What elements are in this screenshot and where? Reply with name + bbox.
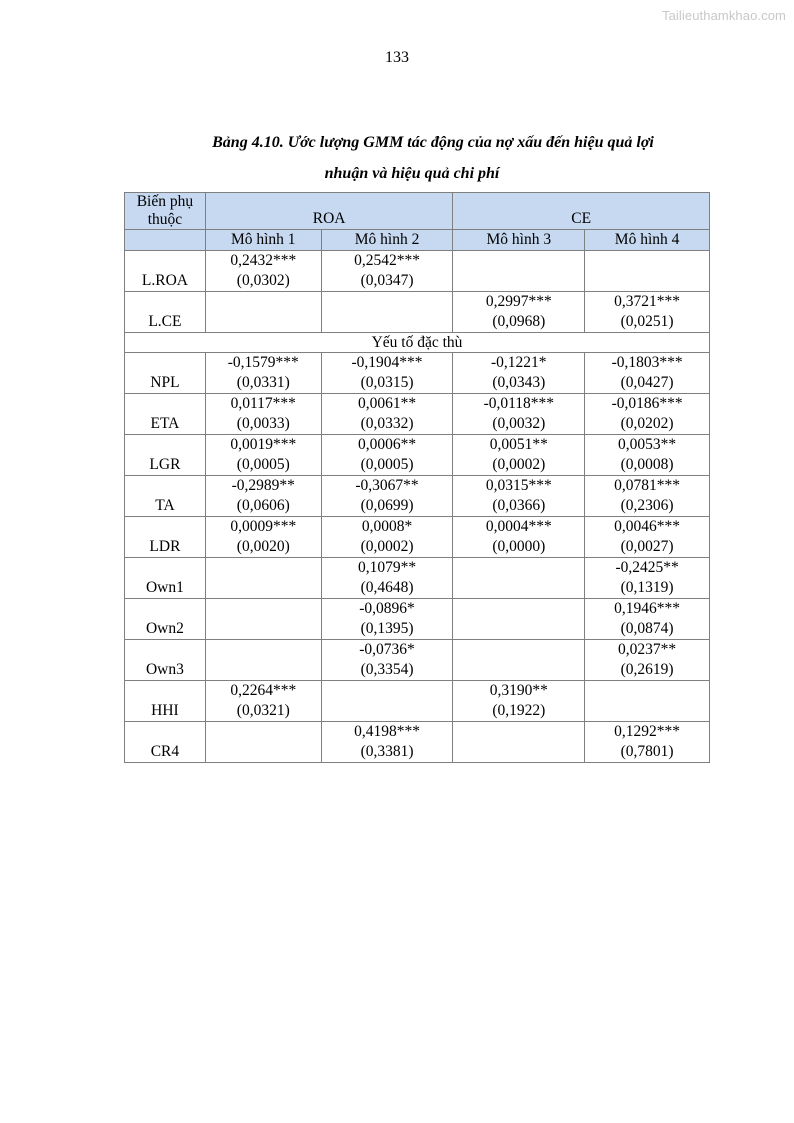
- standard-error: [206, 660, 321, 680]
- coefficient: -0,1904***: [351, 354, 423, 371]
- standard-error: [585, 271, 709, 291]
- standard-error: (0,3354): [360, 661, 414, 678]
- header-row-groups: [125, 193, 710, 230]
- estimate-cell: [321, 292, 453, 333]
- table-row: [125, 476, 710, 517]
- coefficient: [453, 558, 584, 578]
- estimate-cell: [321, 681, 453, 722]
- row-label: LGR: [125, 435, 206, 476]
- coefficient: 0,0008*: [361, 518, 413, 535]
- coefficient: [206, 599, 321, 619]
- standard-error: (0,0002): [360, 538, 414, 555]
- estimate-cell: [453, 476, 585, 517]
- estimate-cell: [453, 517, 585, 558]
- standard-error: [206, 312, 321, 332]
- standard-error: [453, 660, 584, 680]
- coefficient: -0,2425**: [615, 559, 679, 576]
- estimate-cell: [205, 599, 321, 640]
- estimate-cell: [453, 722, 585, 763]
- coefficient: [585, 251, 709, 271]
- page-number: 133: [385, 49, 409, 66]
- row-label: NPL: [125, 353, 206, 394]
- estimate-cell: [585, 722, 710, 763]
- estimate-cell: [453, 599, 585, 640]
- estimate-cell: [453, 681, 585, 722]
- row-label: Own1: [125, 558, 206, 599]
- standard-error: [206, 742, 321, 762]
- estimate-cell: [321, 435, 453, 476]
- estimate-cell: [585, 599, 710, 640]
- estimate-cell: [321, 394, 453, 435]
- coefficient: -0,2989**: [231, 477, 295, 494]
- standard-error: [453, 271, 584, 291]
- estimate-cell: [321, 476, 453, 517]
- standard-error: (0,0202): [620, 415, 674, 432]
- table-caption-line-1: Bảng 4.10. Ước lượng GMM tác động của nợ xấu đến hiệu quả lợi: [212, 134, 654, 151]
- estimate-cell: [205, 640, 321, 681]
- row-label: CR4: [125, 722, 206, 763]
- coefficient: [322, 681, 453, 701]
- table-row: [125, 292, 710, 333]
- table-row: [125, 640, 710, 681]
- estimate-cell: [205, 476, 321, 517]
- table-row: [125, 558, 710, 599]
- coefficient: 0,0053**: [618, 436, 677, 453]
- standard-error: (0,4648): [360, 579, 414, 596]
- coefficient: 0,0781***: [614, 477, 681, 494]
- coefficient: 0,0237**: [618, 641, 677, 658]
- estimate-cell: [205, 517, 321, 558]
- coefficient: 0,4198***: [354, 723, 420, 740]
- estimate-cell: [453, 353, 585, 394]
- row-label: LDR: [125, 517, 206, 558]
- coefficient: [453, 640, 584, 660]
- standard-error: (0,1922): [492, 702, 546, 719]
- coefficient: 0,2997***: [485, 293, 552, 310]
- model-header-3: Mô hình 3: [453, 230, 585, 251]
- estimate-cell: [453, 435, 585, 476]
- watermark: Tailieuthamkhao.com: [661, 8, 786, 23]
- estimate-cell: [205, 394, 321, 435]
- coefficient: -0,0896*: [359, 600, 415, 617]
- model-header-1: Mô hình 1: [205, 230, 321, 251]
- standard-error: (0,0606): [236, 497, 290, 514]
- estimate-cell: [205, 353, 321, 394]
- coefficient: [206, 722, 321, 742]
- row-label: Own3: [125, 640, 206, 681]
- coefficient: 0,0046***: [614, 518, 681, 535]
- empty-header-cell: [125, 230, 206, 251]
- standard-error: (0,0321): [236, 702, 290, 719]
- standard-error: (0,2619): [620, 661, 674, 678]
- row-label: L.CE: [125, 292, 206, 333]
- coefficient: 0,2542***: [354, 252, 420, 269]
- table-row: [125, 435, 710, 476]
- estimate-cell: [585, 681, 710, 722]
- standard-error: [453, 742, 584, 762]
- coefficient: 0,3721***: [614, 293, 681, 310]
- row-label: HHI: [125, 681, 206, 722]
- table-row: [125, 517, 710, 558]
- estimate-cell: [321, 640, 453, 681]
- coefficient: 0,0051**: [489, 436, 548, 453]
- coefficient: 0,0061**: [357, 395, 417, 412]
- section-label: Yếu tố đặc thù: [125, 333, 710, 353]
- coefficient: [206, 292, 321, 312]
- standard-error: (0,3381): [360, 743, 414, 760]
- estimate-cell: [321, 558, 453, 599]
- estimate-cell: [585, 353, 710, 394]
- estimate-cell: [453, 558, 585, 599]
- estimate-cell: [585, 517, 710, 558]
- coefficient: 0,0009***: [230, 518, 297, 535]
- standard-error: (0,0302): [236, 272, 290, 289]
- coefficient: 0,2432***: [230, 252, 297, 269]
- estimate-cell: [205, 681, 321, 722]
- estimate-cell: [585, 394, 710, 435]
- standard-error: (0,0032): [492, 415, 546, 432]
- standard-error: (0,0005): [360, 456, 414, 473]
- coefficient: [322, 292, 453, 312]
- row-label: L.ROA: [125, 251, 206, 292]
- coefficient: 0,0117***: [230, 395, 296, 412]
- coefficient: [453, 251, 584, 271]
- standard-error: (0,0699): [360, 497, 414, 514]
- model-header-4: Mô hình 4: [585, 230, 710, 251]
- estimate-cell: [321, 599, 453, 640]
- row-label: TA: [125, 476, 206, 517]
- coefficient: 0,1946***: [614, 600, 681, 617]
- estimate-cell: [205, 722, 321, 763]
- coefficient: -0,0118***: [483, 395, 555, 412]
- coefficient: -0,0186***: [611, 395, 683, 412]
- standard-error: [585, 701, 709, 721]
- coefficient: [453, 722, 584, 742]
- standard-error: (0,0343): [492, 374, 546, 391]
- group-header-roa: ROA: [205, 193, 453, 230]
- standard-error: (0,0033): [236, 415, 290, 432]
- standard-error: (0,0968): [492, 313, 546, 330]
- estimate-cell: [321, 722, 453, 763]
- standard-error: [453, 619, 584, 639]
- table-row: [125, 394, 710, 435]
- coefficient: [206, 558, 321, 578]
- dependent-variable-header: Biến phụ thuộc: [125, 193, 206, 230]
- estimate-cell: [321, 251, 453, 292]
- coefficient: 0,0019***: [230, 436, 297, 453]
- table-caption-line-2: nhuận và hiệu quả chi phí: [324, 165, 500, 182]
- standard-error: [453, 578, 584, 598]
- standard-error: [206, 578, 321, 598]
- table-row: [125, 599, 710, 640]
- standard-error: (0,0332): [360, 415, 414, 432]
- standard-error: (0,0020): [236, 538, 290, 555]
- model-header-2: Mô hình 2: [321, 230, 453, 251]
- coefficient: [206, 640, 321, 660]
- coefficient: -0,0736*: [359, 641, 415, 658]
- standard-error: (0,0005): [236, 456, 290, 473]
- coefficient: 0,2264***: [230, 682, 297, 699]
- standard-error: (0,0427): [620, 374, 674, 391]
- estimate-cell: [585, 435, 710, 476]
- estimate-cell: [453, 640, 585, 681]
- coefficient: 0,0006**: [357, 436, 417, 453]
- coefficient: [453, 599, 584, 619]
- estimate-cell: [205, 292, 321, 333]
- table-row: [125, 251, 710, 292]
- standard-error: (0,0874): [620, 620, 674, 637]
- coefficient: [585, 681, 709, 701]
- standard-error: (0,7801): [620, 743, 674, 760]
- coefficient: 0,1079**: [357, 559, 417, 576]
- standard-error: (0,1395): [360, 620, 414, 637]
- standard-error: (0,0251): [620, 313, 674, 330]
- estimate-cell: [585, 558, 710, 599]
- coefficient: 0,1292***: [614, 723, 681, 740]
- standard-error: (0,0331): [236, 374, 290, 391]
- standard-error: (0,0366): [492, 497, 546, 514]
- table-row: [125, 722, 710, 763]
- estimate-cell: [585, 476, 710, 517]
- coefficient: 0,0004***: [485, 518, 552, 535]
- estimate-cell: [205, 251, 321, 292]
- standard-error: (0,0000): [492, 538, 546, 555]
- gmm-results-table: [124, 192, 710, 763]
- estimate-cell: [585, 251, 710, 292]
- coefficient: -0,1803***: [611, 354, 683, 371]
- estimate-cell: [321, 353, 453, 394]
- standard-error: (0,0027): [620, 538, 674, 555]
- standard-error: [206, 619, 321, 639]
- standard-error: [322, 312, 453, 332]
- estimate-cell: [453, 394, 585, 435]
- coefficient: -0,3067**: [355, 477, 419, 494]
- header-row-models: [125, 230, 710, 251]
- estimate-cell: [585, 640, 710, 681]
- standard-error: (0,2306): [620, 497, 674, 514]
- standard-error: (0,0347): [360, 272, 414, 289]
- coefficient: -0,1221*: [491, 354, 547, 371]
- estimate-cell: [205, 435, 321, 476]
- row-label: Own2: [125, 599, 206, 640]
- standard-error: (0,1319): [620, 579, 674, 596]
- estimate-cell: [585, 292, 710, 333]
- estimate-cell: [321, 517, 453, 558]
- standard-error: (0,0315): [360, 374, 414, 391]
- section-row: [125, 333, 710, 353]
- estimate-cell: [205, 558, 321, 599]
- estimate-cell: [453, 251, 585, 292]
- table-row: [125, 353, 710, 394]
- coefficient: -0,1579***: [227, 354, 299, 371]
- table-row: [125, 681, 710, 722]
- coefficient: 0,0315***: [485, 477, 552, 494]
- group-header-ce: CE: [453, 193, 710, 230]
- standard-error: (0,0008): [620, 456, 674, 473]
- coefficient: 0,3190**: [489, 682, 548, 699]
- row-label: ETA: [125, 394, 206, 435]
- estimate-cell: [453, 292, 585, 333]
- standard-error: [322, 701, 453, 721]
- standard-error: (0,0002): [492, 456, 546, 473]
